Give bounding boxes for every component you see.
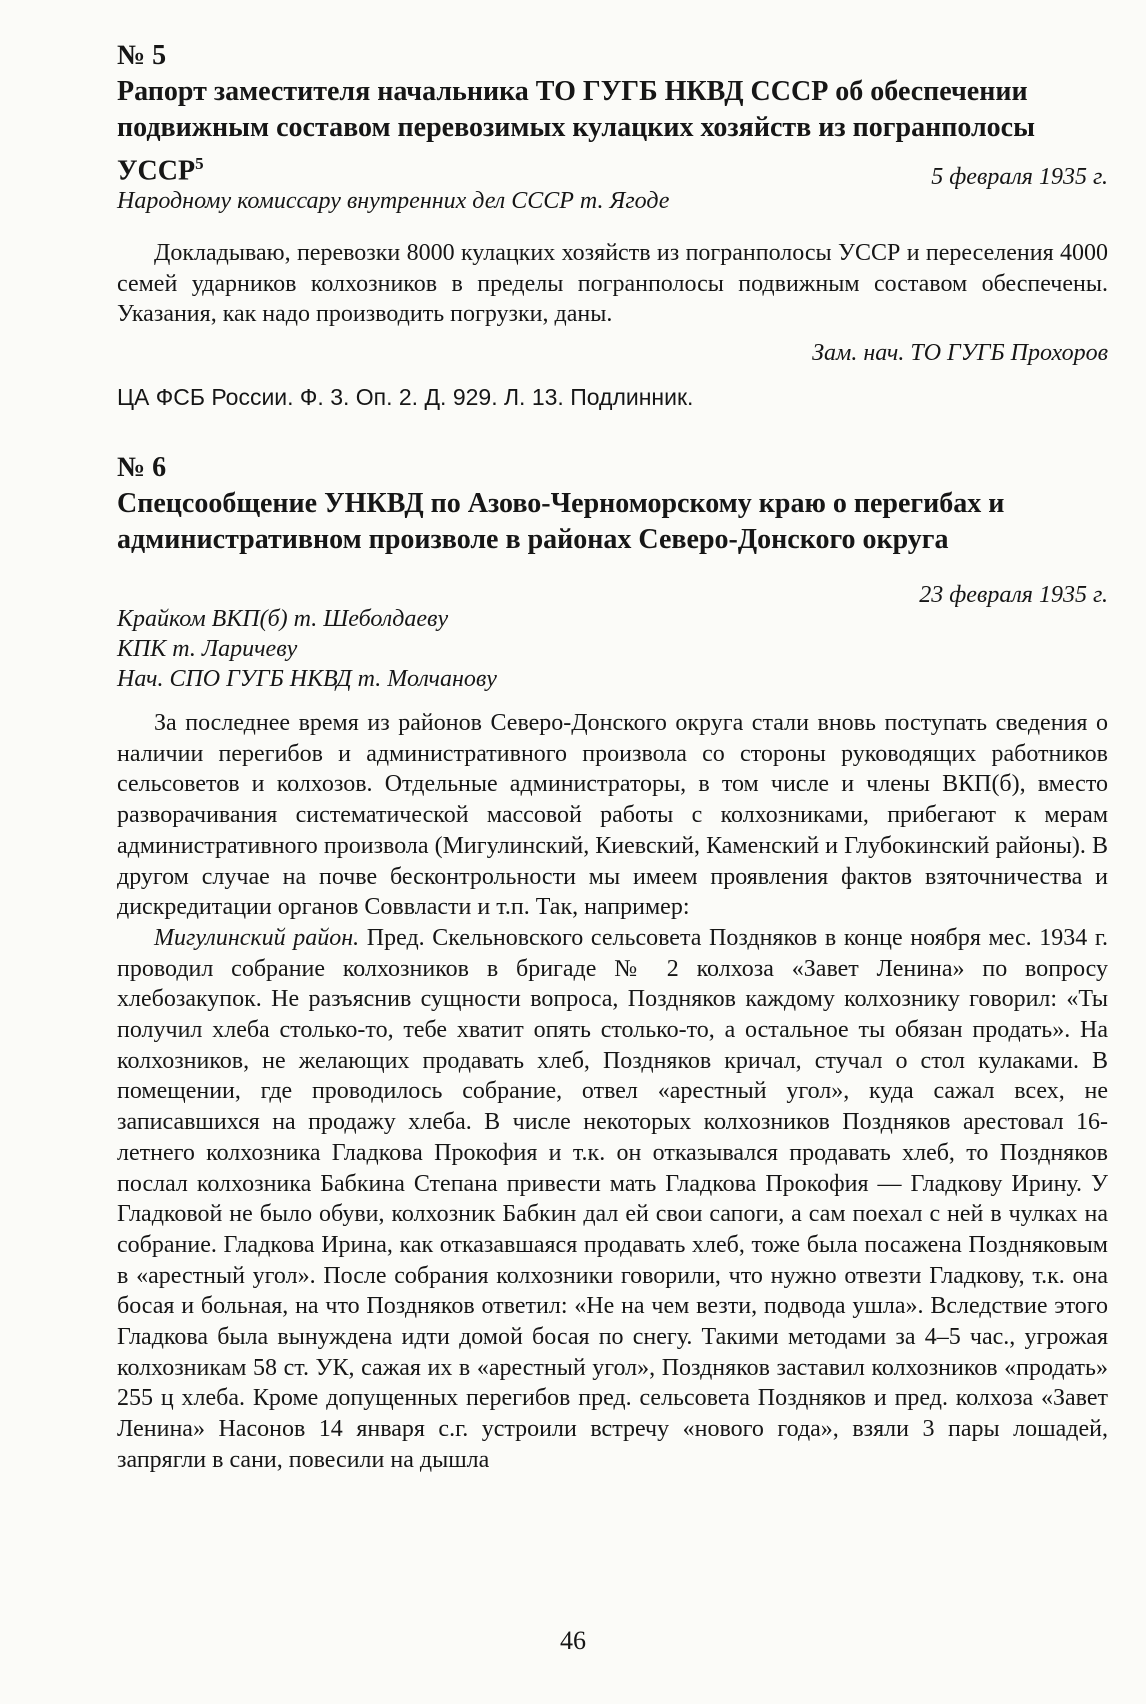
doc6-paragraph-2-text: Пред. Скельновского сельсовета Поздняков в конце ноября мес. 1934 г. проводил собрание колхозников в бригаде № 2 колхоза «Завет Ленина» по вопросу хлебозакупок. Не разъяснив сущности вопроса, Поздняков каждому колхознику говорил: «Ты получил хлеба столько-то, тебе хватит опять столько-то, а остальное ты обязан продать». На колхозников, не желающих продавать хлеб, Поздняков кричал, стучал о стол кулаками. В помещении, где проводилось собрание, отвел «арестный угол», куда сажал всех, не записавшихся на продажу хлеба. В числе некоторых колхозников Поздняков арестовал 16-летнего колхозника Гладкова Прокофия и т.к. он отказывался продавать хлеб, то Поздняков послал колхозника Бабкина Степана привести мать Гладкова Прокофия — Гладкову Ирину. У Гладковой не было обуви, колхозник Бабкин дал ей свои сапоги, а сам поехал с ней в чулках на собрание. Гладкова Ирина, как отказавшаяся продавать хлеб, тоже была посажена Поздняковым в «арестный угол». После собрания колхозники говорили, что нужно отвезти Гладкову, т.к. она босая и больная, на что Поздняков ответил: «Не на чем везти, подвода ушла». Вследствие этого Гладкова была вынуждена идти домой босая по снегу. Такими методами за 4–5 час., угрожая колхозникам 58 ст. УК, сажая их в «арестный угол», Поздняков заставил колхозников «продать» 255 ц хлеба. Кроме допущенных перегибов пред. сельсовета Поздняков и пред. колхоза «Завет Ленина» Насонов 14 января с.г. устроили встречу «нового года», взяли 3 пары лошадей, запрягли в сани, повесили на дышла — [117, 924, 1109, 1473]
doc6-paragraph-1: За последнее время из районов Северо-Донского округа стали вновь поступать сведения о наличии перегибов и административного произвола со стороны руководящих работников сельсоветов и колхозов. Отдельные администраторы, в том числе и члены ВКП(б), вместо разворачивания систематической массовой работы с колхозниками, прибегают к мерам административного произвола (Мигулинский, Киевский, Каменский и Глубокинский районы). В другом случае на почве бесконтрольности мы имеем проявления фактов взяточничества и дискредитации органов Соввласти и т.п. Так, например: — [117, 710, 1108, 921]
doc5-addressee-block — [117, 186, 1108, 216]
doc5-body-block — [117, 238, 1108, 330]
doc5-addressee: Народному комиссару внутренних дел СССР т. Ягоде — [117, 188, 670, 214]
doc6-paragraph-2 — [117, 923, 1108, 1476]
doc5-number: № 5 — [117, 40, 167, 71]
doc6-paragraph-2-lead: Мигулинский район. — [154, 924, 360, 951]
doc5-source: ЦА ФСБ России. Ф. 3. Оп. 2. Д. 929. Л. 13. Подлинник. — [117, 384, 694, 410]
doc6-addressee: КПК т. Ларичеву — [117, 636, 298, 662]
doc5-body: Докладываю, перевозки 8000 кулацких хозяйств из погранполосы УССР и переселения 4000 семей ударников колхозников в пределы погранполосы подвижным составом обеспечены. Указания, как надо производить погрузки, даны. — [117, 240, 1108, 328]
doc5-signature: Зам. нач. ТО ГУГБ Прохоров — [812, 340, 1108, 366]
document-6 — [117, 450, 1108, 558]
doc6-date: 23 февраля 1935 г. — [919, 582, 1108, 608]
doc6-body — [117, 708, 1108, 1476]
doc5-signature-block — [117, 338, 1108, 368]
doc5-date: 5 февраля 1935 г. — [931, 164, 1108, 190]
doc6-addressee: Нач. СПО ГУГБ НКВД т. Молчанову — [117, 666, 497, 692]
doc6-number: № 6 — [117, 452, 167, 483]
doc5-source-block — [117, 382, 1108, 412]
doc6-addressee: Крайком ВКП(б) т. Шеболдаеву — [117, 606, 449, 632]
doc6-title: Спецсообщение УНКВД по Азово-Черноморскому краю о перегибах и административном произволе в районах Северо-Донского округа — [117, 488, 1005, 555]
doc6-addressees — [117, 604, 1108, 694]
doc5-footnote-mark: 5 — [195, 154, 204, 173]
page-number: 46 — [560, 1626, 586, 1655]
doc5-title-text: Рапорт заместителя начальника ТО ГУГБ НКВД СССР об обеспечении подвижным составом перевозимых кулацких хозяйств из погранполосы УССР — [117, 76, 1035, 187]
